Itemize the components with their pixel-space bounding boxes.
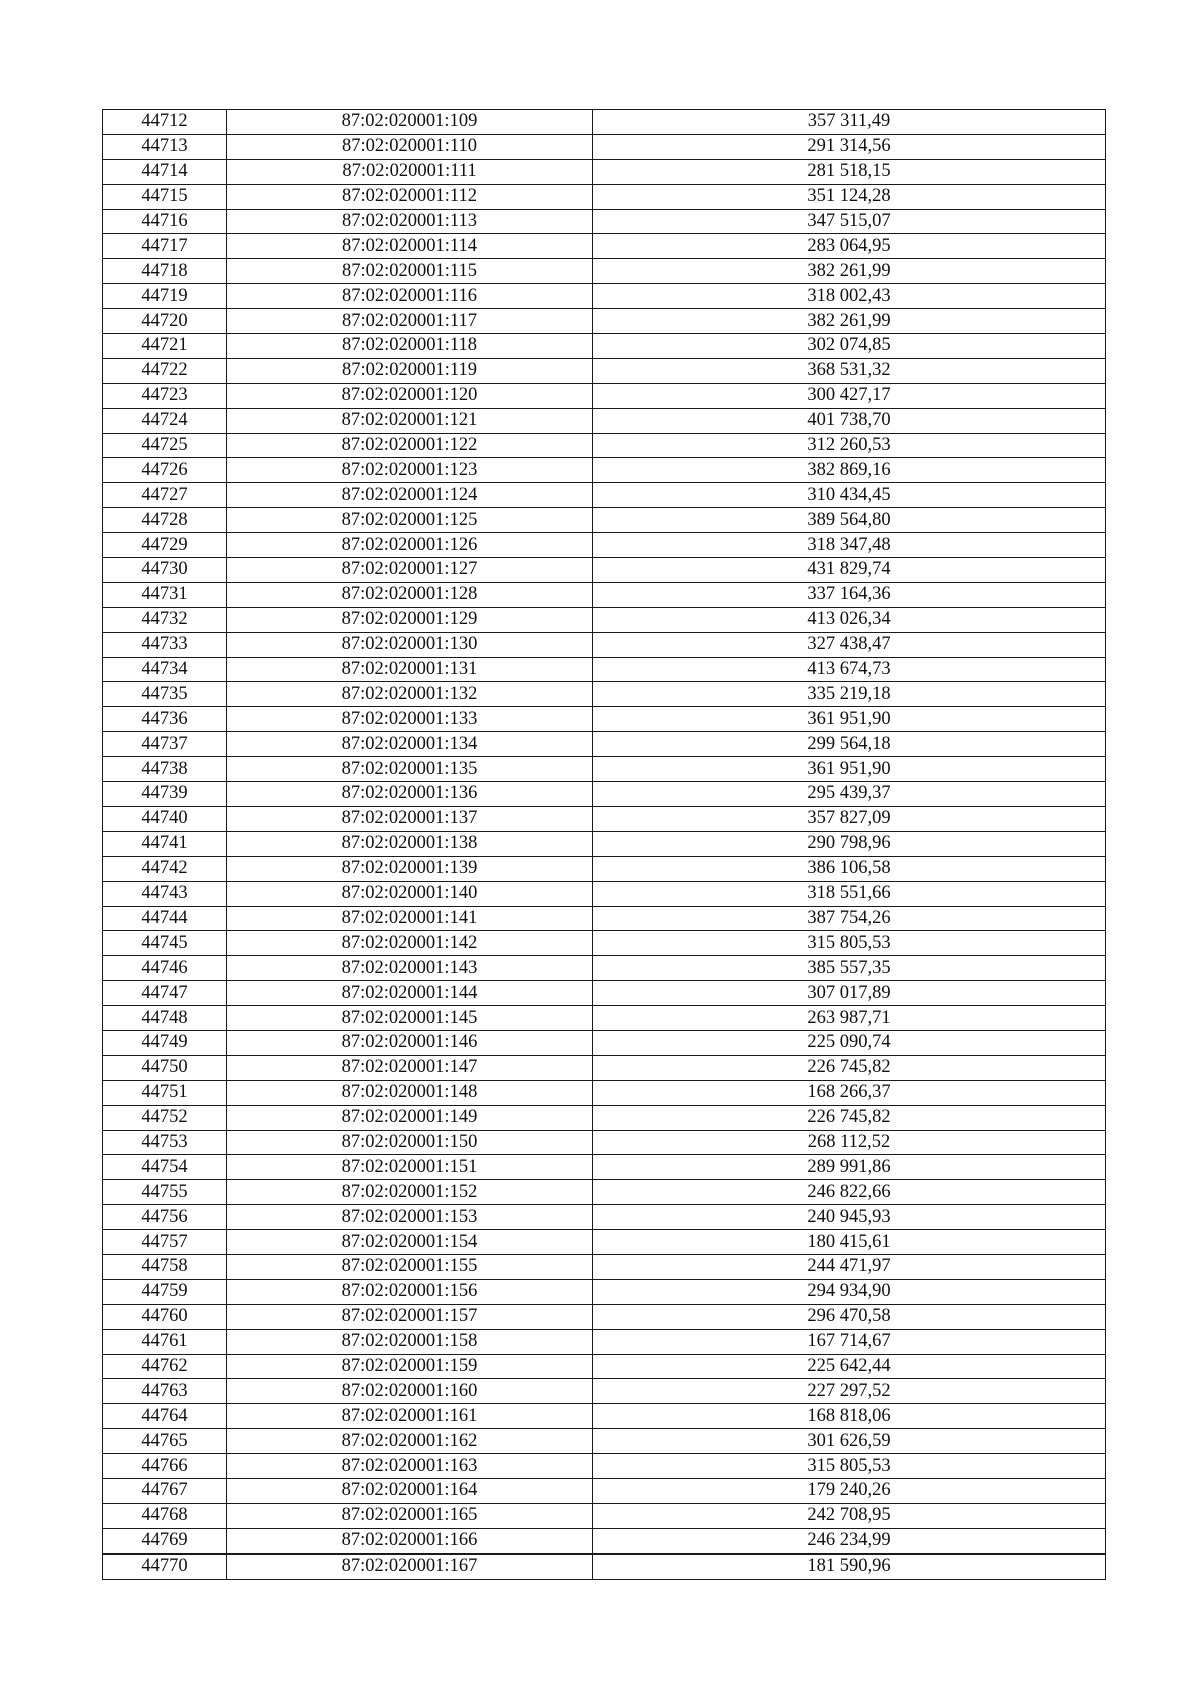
row-number-cell: 44770 xyxy=(103,1554,227,1579)
cadastral-value-cell: 337 164,36 xyxy=(593,582,1106,607)
cadastral-number-cell: 87:02:020001:123 xyxy=(227,458,593,483)
table-row xyxy=(103,1379,1106,1404)
table-row xyxy=(103,159,1106,184)
row-number-cell: 44751 xyxy=(103,1080,227,1105)
cadastral-value-cell: 327 438,47 xyxy=(593,632,1106,657)
row-number-cell: 44720 xyxy=(103,309,227,334)
table-row xyxy=(103,259,1106,284)
row-number-cell: 44726 xyxy=(103,458,227,483)
row-number-cell: 44738 xyxy=(103,757,227,782)
cadastral-value-cell: 268 112,52 xyxy=(593,1130,1106,1155)
row-number-cell: 44753 xyxy=(103,1130,227,1155)
cadastral-value-table xyxy=(102,109,1106,1580)
cadastral-value-cell: 290 798,96 xyxy=(593,831,1106,856)
table-row xyxy=(103,1030,1106,1055)
cadastral-number-cell: 87:02:020001:117 xyxy=(227,309,593,334)
cadastral-value-cell: 401 738,70 xyxy=(593,408,1106,433)
cadastral-number-cell: 87:02:020001:113 xyxy=(227,209,593,234)
row-number-cell: 44740 xyxy=(103,806,227,831)
row-number-cell: 44766 xyxy=(103,1454,227,1479)
row-number-cell: 44761 xyxy=(103,1329,227,1354)
table-row xyxy=(103,483,1106,508)
cadastral-value-cell: 315 805,53 xyxy=(593,931,1106,956)
cadastral-number-cell: 87:02:020001:152 xyxy=(227,1180,593,1205)
table-row xyxy=(103,309,1106,334)
row-number-cell: 44715 xyxy=(103,184,227,209)
row-number-cell: 44750 xyxy=(103,1055,227,1080)
cadastral-number-cell: 87:02:020001:143 xyxy=(227,956,593,981)
table-row xyxy=(103,234,1106,259)
row-number-cell: 44756 xyxy=(103,1205,227,1230)
cadastral-number-cell: 87:02:020001:120 xyxy=(227,383,593,408)
cadastral-value-cell: 168 818,06 xyxy=(593,1404,1106,1429)
cadastral-number-cell: 87:02:020001:122 xyxy=(227,433,593,458)
table-row xyxy=(103,1006,1106,1031)
table-row xyxy=(103,856,1106,881)
table-row xyxy=(103,931,1106,956)
cadastral-value-cell: 361 951,90 xyxy=(593,757,1106,782)
cadastral-number-cell: 87:02:020001:154 xyxy=(227,1230,593,1255)
row-number-cell: 44732 xyxy=(103,607,227,632)
table-row xyxy=(103,1080,1106,1105)
cadastral-number-cell: 87:02:020001:129 xyxy=(227,607,593,632)
cadastral-value-cell: 382 869,16 xyxy=(593,458,1106,483)
cadastral-value-cell: 226 745,82 xyxy=(593,1055,1106,1080)
cadastral-value-cell: 296 470,58 xyxy=(593,1304,1106,1329)
cadastral-number-cell: 87:02:020001:132 xyxy=(227,682,593,707)
row-number-cell: 44741 xyxy=(103,831,227,856)
cadastral-number-cell: 87:02:020001:163 xyxy=(227,1454,593,1479)
row-number-cell: 44763 xyxy=(103,1379,227,1404)
cadastral-value-cell: 300 427,17 xyxy=(593,383,1106,408)
row-number-cell: 44746 xyxy=(103,956,227,981)
table-row xyxy=(103,1254,1106,1279)
cadastral-value-cell: 347 515,07 xyxy=(593,209,1106,234)
table-body xyxy=(103,110,1106,1580)
cadastral-number-cell: 87:02:020001:110 xyxy=(227,134,593,159)
table-row xyxy=(103,732,1106,757)
table-row xyxy=(103,458,1106,483)
cadastral-number-cell: 87:02:020001:125 xyxy=(227,508,593,533)
cadastral-number-cell: 87:02:020001:147 xyxy=(227,1055,593,1080)
cadastral-number-cell: 87:02:020001:109 xyxy=(227,110,593,135)
cadastral-value-cell: 246 234,99 xyxy=(593,1528,1106,1553)
table-row xyxy=(103,1155,1106,1180)
cadastral-number-cell: 87:02:020001:114 xyxy=(227,234,593,259)
cadastral-number-cell: 87:02:020001:159 xyxy=(227,1354,593,1379)
table-row xyxy=(103,533,1106,558)
row-number-cell: 44730 xyxy=(103,558,227,583)
cadastral-number-cell: 87:02:020001:164 xyxy=(227,1478,593,1503)
cadastral-value-cell: 387 754,26 xyxy=(593,906,1106,931)
cadastral-value-cell: 431 829,74 xyxy=(593,558,1106,583)
cadastral-value-cell: 351 124,28 xyxy=(593,184,1106,209)
cadastral-value-cell: 361 951,90 xyxy=(593,707,1106,732)
cadastral-number-cell: 87:02:020001:111 xyxy=(227,159,593,184)
cadastral-value-cell: 357 827,09 xyxy=(593,806,1106,831)
row-number-cell: 44762 xyxy=(103,1354,227,1379)
row-number-cell: 44716 xyxy=(103,209,227,234)
cadastral-value-cell: 225 642,44 xyxy=(593,1354,1106,1379)
table-row xyxy=(103,209,1106,234)
cadastral-number-cell: 87:02:020001:146 xyxy=(227,1030,593,1055)
table-row xyxy=(103,906,1106,931)
cadastral-number-cell: 87:02:020001:165 xyxy=(227,1503,593,1528)
row-number-cell: 44723 xyxy=(103,383,227,408)
cadastral-number-cell: 87:02:020001:139 xyxy=(227,856,593,881)
row-number-cell: 44764 xyxy=(103,1404,227,1429)
cadastral-number-cell: 87:02:020001:124 xyxy=(227,483,593,508)
row-number-cell: 44755 xyxy=(103,1180,227,1205)
table-row xyxy=(103,508,1106,533)
cadastral-value-cell: 291 314,56 xyxy=(593,134,1106,159)
cadastral-value-cell: 168 266,37 xyxy=(593,1080,1106,1105)
table-row xyxy=(103,558,1106,583)
cadastral-value-cell: 283 064,95 xyxy=(593,234,1106,259)
row-number-cell: 44717 xyxy=(103,234,227,259)
cadastral-value-cell: 312 260,53 xyxy=(593,433,1106,458)
table-row xyxy=(103,1205,1106,1230)
row-number-cell: 44736 xyxy=(103,707,227,732)
cadastral-value-cell: 382 261,99 xyxy=(593,309,1106,334)
cadastral-value-cell: 294 934,90 xyxy=(593,1279,1106,1304)
row-number-cell: 44748 xyxy=(103,1006,227,1031)
table-row xyxy=(103,956,1106,981)
table-row xyxy=(103,806,1106,831)
cadastral-value-cell: 295 439,37 xyxy=(593,782,1106,807)
cadastral-value-cell: 413 026,34 xyxy=(593,607,1106,632)
row-number-cell: 44754 xyxy=(103,1155,227,1180)
row-number-cell: 44719 xyxy=(103,284,227,309)
cadastral-value-cell: 382 261,99 xyxy=(593,259,1106,284)
cadastral-value-cell: 240 945,93 xyxy=(593,1205,1106,1230)
cadastral-number-cell: 87:02:020001:135 xyxy=(227,757,593,782)
cadastral-number-cell: 87:02:020001:158 xyxy=(227,1329,593,1354)
table-row xyxy=(103,1329,1106,1354)
cadastral-value-cell: 281 518,15 xyxy=(593,159,1106,184)
cadastral-number-cell: 87:02:020001:121 xyxy=(227,408,593,433)
table-row xyxy=(103,1429,1106,1454)
table-row xyxy=(103,1230,1106,1255)
row-number-cell: 44733 xyxy=(103,632,227,657)
row-number-cell: 44731 xyxy=(103,582,227,607)
cadastral-value-cell: 389 564,80 xyxy=(593,508,1106,533)
cadastral-number-cell: 87:02:020001:156 xyxy=(227,1279,593,1304)
cadastral-number-cell: 87:02:020001:137 xyxy=(227,806,593,831)
cadastral-value-cell: 167 714,67 xyxy=(593,1329,1106,1354)
row-number-cell: 44713 xyxy=(103,134,227,159)
table-row xyxy=(103,682,1106,707)
cadastral-value-cell: 289 991,86 xyxy=(593,1155,1106,1180)
cadastral-value-cell: 315 805,53 xyxy=(593,1454,1106,1479)
cadastral-value-cell: 299 564,18 xyxy=(593,732,1106,757)
cadastral-number-cell: 87:02:020001:116 xyxy=(227,284,593,309)
cadastral-number-cell: 87:02:020001:157 xyxy=(227,1304,593,1329)
row-number-cell: 44744 xyxy=(103,906,227,931)
row-number-cell: 44734 xyxy=(103,657,227,682)
table-row xyxy=(103,782,1106,807)
table-row xyxy=(103,1503,1106,1528)
table-row xyxy=(103,1354,1106,1379)
row-number-cell: 44718 xyxy=(103,259,227,284)
cadastral-number-cell: 87:02:020001:115 xyxy=(227,259,593,284)
table-row xyxy=(103,1130,1106,1155)
cadastral-number-cell: 87:02:020001:131 xyxy=(227,657,593,682)
table-row xyxy=(103,284,1106,309)
cadastral-value-cell: 225 090,74 xyxy=(593,1030,1106,1055)
row-number-cell: 44714 xyxy=(103,159,227,184)
cadastral-value-cell: 226 745,82 xyxy=(593,1105,1106,1130)
row-number-cell: 44759 xyxy=(103,1279,227,1304)
cadastral-number-cell: 87:02:020001:145 xyxy=(227,1006,593,1031)
row-number-cell: 44769 xyxy=(103,1528,227,1553)
row-number-cell: 44745 xyxy=(103,931,227,956)
cadastral-number-cell: 87:02:020001:112 xyxy=(227,184,593,209)
row-number-cell: 44712 xyxy=(103,110,227,135)
cadastral-value-cell: 310 434,45 xyxy=(593,483,1106,508)
row-number-cell: 44721 xyxy=(103,334,227,359)
table-row xyxy=(103,1180,1106,1205)
table-row xyxy=(103,831,1106,856)
cadastral-value-cell: 301 626,59 xyxy=(593,1429,1106,1454)
cadastral-number-cell: 87:02:020001:133 xyxy=(227,707,593,732)
row-number-cell: 44747 xyxy=(103,981,227,1006)
row-number-cell: 44765 xyxy=(103,1429,227,1454)
row-number-cell: 44735 xyxy=(103,682,227,707)
row-number-cell: 44729 xyxy=(103,533,227,558)
cadastral-number-cell: 87:02:020001:153 xyxy=(227,1205,593,1230)
table-row xyxy=(103,1478,1106,1503)
cadastral-value-cell: 227 297,52 xyxy=(593,1379,1106,1404)
cadastral-number-cell: 87:02:020001:162 xyxy=(227,1429,593,1454)
cadastral-number-cell: 87:02:020001:130 xyxy=(227,632,593,657)
cadastral-value-cell: 180 415,61 xyxy=(593,1230,1106,1255)
cadastral-number-cell: 87:02:020001:160 xyxy=(227,1379,593,1404)
row-number-cell: 44758 xyxy=(103,1254,227,1279)
table-row xyxy=(103,1528,1106,1553)
cadastral-value-cell: 318 002,43 xyxy=(593,284,1106,309)
table-row xyxy=(103,757,1106,782)
row-number-cell: 44742 xyxy=(103,856,227,881)
cadastral-number-cell: 87:02:020001:134 xyxy=(227,732,593,757)
table-row xyxy=(103,383,1106,408)
row-number-cell: 44737 xyxy=(103,732,227,757)
table-row xyxy=(103,657,1106,682)
row-number-cell: 44725 xyxy=(103,433,227,458)
cadastral-number-cell: 87:02:020001:128 xyxy=(227,582,593,607)
table-row xyxy=(103,981,1106,1006)
table-row xyxy=(103,408,1106,433)
row-number-cell: 44768 xyxy=(103,1503,227,1528)
cadastral-number-cell: 87:02:020001:148 xyxy=(227,1080,593,1105)
cadastral-number-cell: 87:02:020001:166 xyxy=(227,1528,593,1553)
cadastral-number-cell: 87:02:020001:149 xyxy=(227,1105,593,1130)
table-row xyxy=(103,1055,1106,1080)
cadastral-number-cell: 87:02:020001:127 xyxy=(227,558,593,583)
table-row xyxy=(103,582,1106,607)
row-number-cell: 44760 xyxy=(103,1304,227,1329)
row-number-cell: 44757 xyxy=(103,1230,227,1255)
table-row xyxy=(103,134,1106,159)
cadastral-number-cell: 87:02:020001:155 xyxy=(227,1254,593,1279)
cadastral-value-cell: 263 987,71 xyxy=(593,1006,1106,1031)
table-row xyxy=(103,184,1106,209)
table-row xyxy=(103,1304,1106,1329)
cadastral-number-cell: 87:02:020001:151 xyxy=(227,1155,593,1180)
cadastral-number-cell: 87:02:020001:140 xyxy=(227,881,593,906)
cadastral-value-cell: 246 822,66 xyxy=(593,1180,1106,1205)
cadastral-number-cell: 87:02:020001:167 xyxy=(227,1554,593,1579)
row-number-cell: 44739 xyxy=(103,782,227,807)
row-number-cell: 44767 xyxy=(103,1478,227,1503)
cadastral-value-cell: 244 471,97 xyxy=(593,1254,1106,1279)
cadastral-number-cell: 87:02:020001:119 xyxy=(227,358,593,383)
cadastral-number-cell: 87:02:020001:126 xyxy=(227,533,593,558)
cadastral-value-cell: 335 219,18 xyxy=(593,682,1106,707)
cadastral-value-cell: 368 531,32 xyxy=(593,358,1106,383)
table-row xyxy=(103,1404,1106,1429)
cadastral-value-cell: 385 557,35 xyxy=(593,956,1106,981)
row-number-cell: 44749 xyxy=(103,1030,227,1055)
row-number-cell: 44752 xyxy=(103,1105,227,1130)
row-number-cell: 44724 xyxy=(103,408,227,433)
table-row xyxy=(103,881,1106,906)
cadastral-value-cell: 302 074,85 xyxy=(593,334,1106,359)
cadastral-number-cell: 87:02:020001:161 xyxy=(227,1404,593,1429)
cadastral-value-cell: 318 551,66 xyxy=(593,881,1106,906)
row-number-cell: 44722 xyxy=(103,358,227,383)
table-row xyxy=(103,607,1106,632)
cadastral-value-cell: 413 674,73 xyxy=(593,657,1106,682)
cadastral-number-cell: 87:02:020001:144 xyxy=(227,981,593,1006)
cadastral-number-cell: 87:02:020001:150 xyxy=(227,1130,593,1155)
cadastral-number-cell: 87:02:020001:142 xyxy=(227,931,593,956)
table-row xyxy=(103,334,1106,359)
row-number-cell: 44728 xyxy=(103,508,227,533)
cadastral-number-cell: 87:02:020001:118 xyxy=(227,334,593,359)
cadastral-value-cell: 179 240,26 xyxy=(593,1478,1106,1503)
cadastral-value-cell: 307 017,89 xyxy=(593,981,1106,1006)
table-row xyxy=(103,110,1106,135)
cadastral-number-cell: 87:02:020001:141 xyxy=(227,906,593,931)
cadastral-value-cell: 181 590,96 xyxy=(593,1554,1106,1579)
table-row xyxy=(103,433,1106,458)
cadastral-value-cell: 318 347,48 xyxy=(593,533,1106,558)
cadastral-number-cell: 87:02:020001:138 xyxy=(227,831,593,856)
table-row xyxy=(103,1279,1106,1304)
table-row xyxy=(103,1554,1106,1579)
table-row xyxy=(103,1105,1106,1130)
cadastral-number-cell: 87:02:020001:136 xyxy=(227,782,593,807)
row-number-cell: 44743 xyxy=(103,881,227,906)
table-row xyxy=(103,1454,1106,1479)
table-row xyxy=(103,707,1106,732)
row-number-cell: 44727 xyxy=(103,483,227,508)
table-row xyxy=(103,632,1106,657)
cadastral-value-cell: 386 106,58 xyxy=(593,856,1106,881)
cadastral-value-cell: 357 311,49 xyxy=(593,110,1106,135)
table-row xyxy=(103,358,1106,383)
cadastral-value-cell: 242 708,95 xyxy=(593,1503,1106,1528)
